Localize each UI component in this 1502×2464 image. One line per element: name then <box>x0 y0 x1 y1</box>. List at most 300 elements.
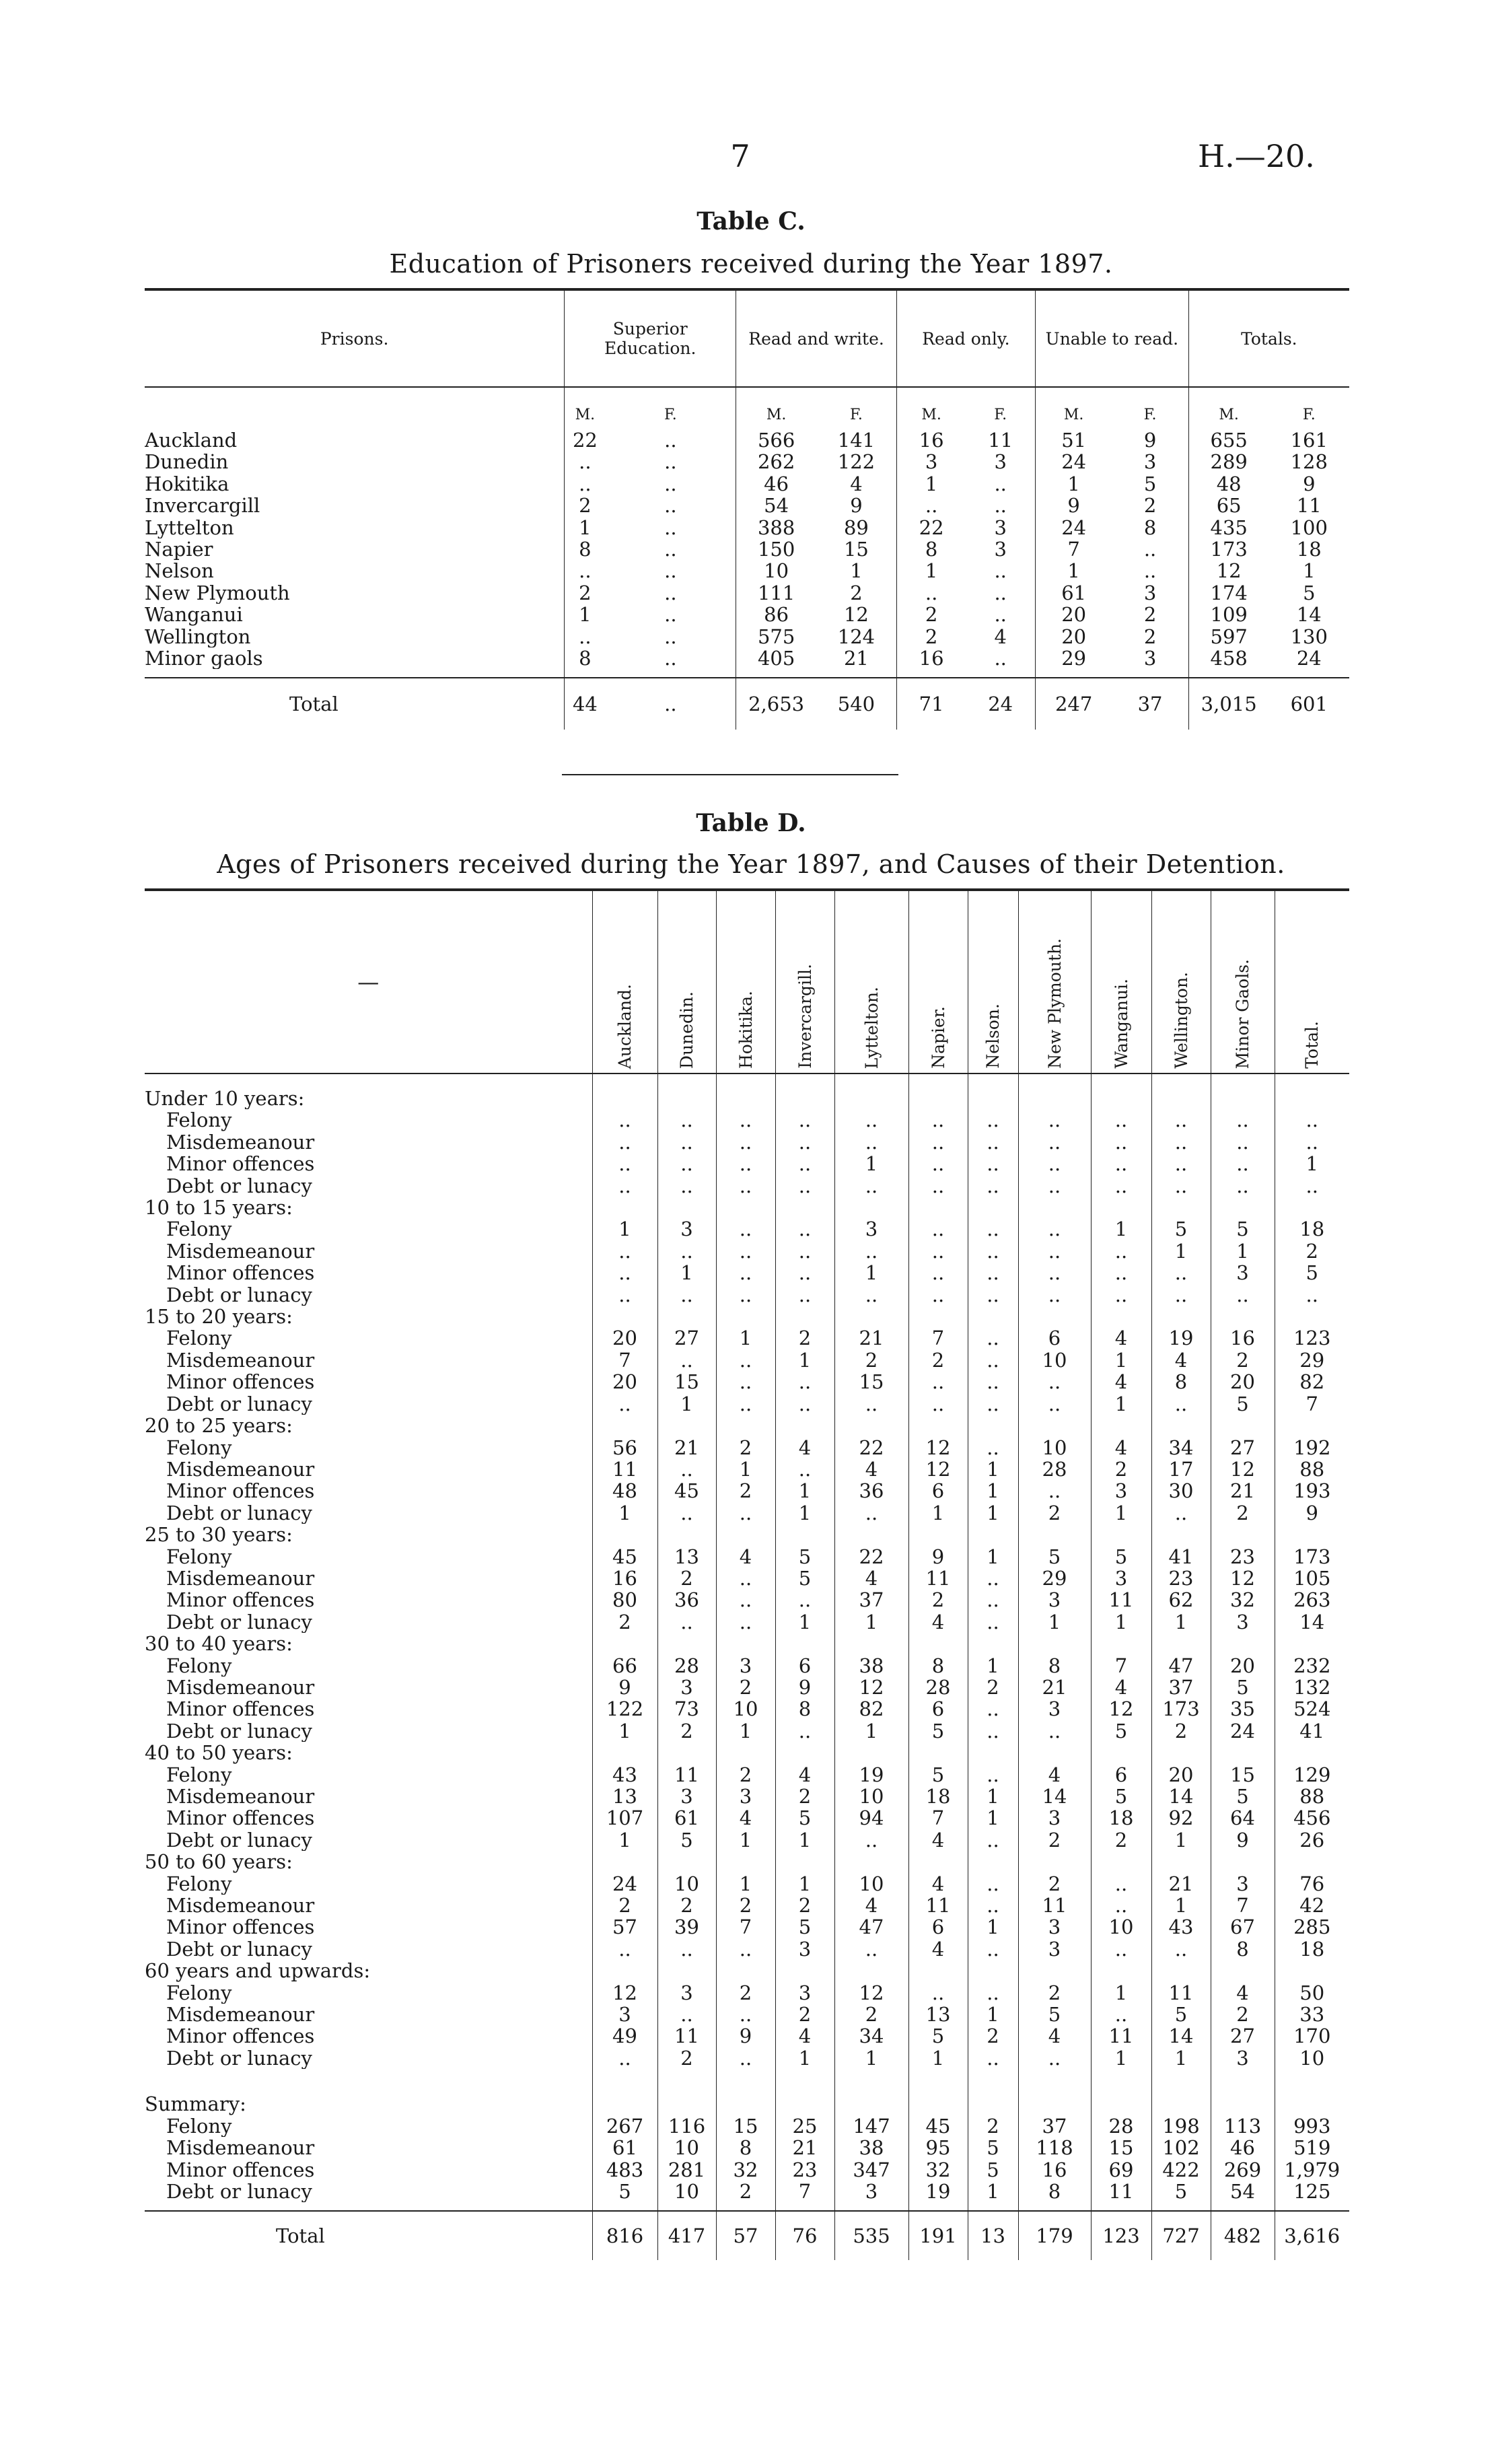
table-row <box>145 1349 1349 1371</box>
cell-value: 9 <box>1303 472 1316 495</box>
group-heading-row <box>145 1524 1349 1545</box>
cell-value: 23 <box>1211 1546 1275 1568</box>
sex-subheader <box>145 401 1349 429</box>
prison-name: Napier <box>145 538 213 561</box>
col-read-only: Read only. <box>896 291 1035 387</box>
cell-value: 29 <box>1018 1568 1091 1589</box>
cell-value: .. <box>592 1240 657 1262</box>
cell-value: 347 <box>834 2159 908 2181</box>
cell-value: 15 <box>657 1371 716 1393</box>
cell-value: .. <box>1275 1284 1349 1306</box>
cell-value: .. <box>834 1829 908 1851</box>
cell-value: 66 <box>592 1655 657 1677</box>
cell-value: 9 <box>908 1546 968 1568</box>
cell-value: .. <box>1211 1109 1275 1131</box>
cell-value: 1 <box>1035 560 1112 582</box>
table-d-title: Table D. <box>696 809 806 837</box>
cell-value: .. <box>896 495 966 516</box>
cell-value: 22 <box>565 429 606 451</box>
cell-value: 36 <box>657 1589 716 1611</box>
cell-value: .. <box>1151 1153 1211 1174</box>
cell-value: 1 <box>775 1502 834 1524</box>
cell-value: .. <box>968 1895 1018 1916</box>
cell-value: 2 <box>716 1480 775 1502</box>
cell-value: .. <box>664 451 677 473</box>
cell-value: 1 <box>592 1502 657 1524</box>
offence-name: Felony <box>166 1218 232 1240</box>
cell-value: 39 <box>657 1916 716 1938</box>
cell-value: .. <box>1091 1873 1151 1895</box>
cell-value: 8 <box>565 647 606 669</box>
cell-value: .. <box>657 1611 716 1633</box>
cell-value: 458 <box>1188 647 1268 669</box>
cell-value: 47 <box>834 1916 908 1938</box>
cell-value: 7 <box>592 1349 657 1371</box>
cell-value: .. <box>657 1284 716 1306</box>
cell-value: 1 <box>775 1349 834 1371</box>
cell-value: 6 <box>908 1916 968 1938</box>
cell-value: .. <box>1018 1131 1091 1153</box>
cell-value: 4 <box>1091 1437 1151 1458</box>
cell-value: .. <box>834 1240 908 1262</box>
table-c-subtitle: Education of Prisoners received during the Year 1897. <box>389 249 1113 279</box>
cell-value: .. <box>775 1284 834 1306</box>
cell-value: 8 <box>1151 1371 1211 1393</box>
group-heading-row <box>145 1088 1349 1109</box>
cell-value: .. <box>1091 1153 1151 1174</box>
cell-value: 1 <box>1151 2047 1211 2069</box>
cell-value: 3 <box>1018 1916 1091 1938</box>
cell-value: 45 <box>592 1546 657 1568</box>
cell-value: 9 <box>716 2025 775 2047</box>
cell-value: .. <box>1275 1131 1349 1153</box>
section-divider <box>562 774 898 775</box>
table-row <box>145 1371 1349 1393</box>
cell-value: 28 <box>1018 1458 1091 1480</box>
total-label: Total <box>145 678 565 730</box>
cell-value: .. <box>968 1371 1018 1393</box>
cell-value: 1 <box>896 473 966 495</box>
cell-value: .. <box>968 1764 1018 1786</box>
cell-value: 3 <box>1211 2047 1275 2069</box>
cell-value: 3 <box>716 1655 775 1677</box>
cell-value: 2 <box>1143 495 1157 517</box>
cell-value: 62 <box>1151 1589 1211 1611</box>
cell-value: 88 <box>1275 1786 1349 1807</box>
cell-value: .. <box>968 1262 1018 1283</box>
offence-name: Misdemeanour <box>166 2004 315 2026</box>
cell-value: 16 <box>592 1568 657 1589</box>
prison-name: Minor gaols <box>145 647 263 670</box>
cell-value: 5 <box>968 2137 1018 2158</box>
cell-value: .. <box>968 1829 1018 1851</box>
cell-value: .. <box>657 1109 716 1131</box>
cell-value: .. <box>1091 1175 1151 1197</box>
cell-value: 11 <box>908 1568 968 1589</box>
table-row <box>145 495 1349 516</box>
cell-value: 2 <box>1211 2004 1275 2025</box>
cell-value: 2 <box>968 2025 1018 2047</box>
cell-value: 1 <box>592 1720 657 1742</box>
cell-value: 9 <box>850 495 863 517</box>
cell-value: 18 <box>1275 1938 1349 1960</box>
cell-value: .. <box>834 1175 908 1197</box>
cell-value: .. <box>834 1502 908 1524</box>
cell-value: 37 <box>1018 2115 1091 2137</box>
cell-value: 6 <box>908 1698 968 1720</box>
cell-value: .. <box>716 1502 775 1524</box>
table-row <box>145 1480 1349 1502</box>
total-value: 3,616 <box>1275 2211 1349 2260</box>
table-row <box>145 2115 1349 2137</box>
cell-value: .. <box>565 626 606 647</box>
offence-name: Minor offences <box>166 1153 315 1175</box>
cell-value: 5 <box>775 1568 834 1589</box>
sex-label: M. <box>736 401 816 429</box>
cell-value: 21 <box>1151 1873 1211 1895</box>
col-header-label: Wellington. <box>1171 972 1191 1069</box>
cell-value: 122 <box>592 1698 657 1720</box>
prison-name: Auckland <box>145 429 238 452</box>
cell-value: .. <box>968 1437 1018 1458</box>
cell-value: 4 <box>908 1829 968 1851</box>
cell-value: .. <box>968 1589 1018 1611</box>
table-row <box>145 2159 1349 2181</box>
cell-value: 3 <box>657 1677 716 1698</box>
sex-label: F. <box>850 407 863 423</box>
cell-value: 5 <box>908 2025 968 2047</box>
group-heading-row <box>145 2093 1349 2115</box>
cell-value: 21 <box>834 1327 908 1349</box>
cell-value: .. <box>968 1327 1018 1349</box>
cell-value: 38 <box>834 1655 908 1677</box>
cell-value: 23 <box>1151 1568 1211 1589</box>
cell-value: 33 <box>1275 2004 1349 2025</box>
cell-value: 2 <box>850 582 863 604</box>
cell-value: 269 <box>1211 2159 1275 2181</box>
cell-value: 49 <box>592 2025 657 2047</box>
cell-value: 47 <box>1151 1655 1211 1677</box>
cell-value: 3 <box>1211 1611 1275 1633</box>
offence-name: Minor offences <box>166 1480 315 1502</box>
cell-value: .. <box>1091 1131 1151 1153</box>
cell-value: .. <box>834 1109 908 1131</box>
cell-value: .. <box>716 1568 775 1589</box>
cell-value: 56 <box>592 1437 657 1458</box>
cell-value: 8 <box>896 538 966 560</box>
cell-value: .. <box>1091 1262 1151 1283</box>
cell-value: 1 <box>834 1611 908 1633</box>
cell-value: 4 <box>775 1764 834 1786</box>
cell-value: 20 <box>1151 1764 1211 1786</box>
total-value: 727 <box>1151 2211 1211 2260</box>
cell-value: 7 <box>1211 1895 1275 1916</box>
cell-value: 1 <box>968 2004 1018 2025</box>
cell-value: 16 <box>1018 2159 1091 2181</box>
cell-value: 6 <box>775 1655 834 1677</box>
cell-value: .. <box>775 1109 834 1131</box>
cell-value: 9 <box>1275 1502 1349 1524</box>
group-label: 20 to 25 years: <box>145 1415 293 1437</box>
cell-value: 1 <box>1303 560 1316 582</box>
cell-value: 422 <box>1151 2159 1211 2181</box>
cell-value: 22 <box>834 1546 908 1568</box>
table-row <box>145 517 1349 538</box>
cell-value: 4 <box>834 1895 908 1916</box>
cell-value: 128 <box>1290 451 1328 473</box>
col-header-label: Minor Gaols. <box>1233 958 1252 1069</box>
offence-name: Minor offences <box>166 2025 315 2047</box>
cell-value: .. <box>968 1982 1018 2004</box>
col-header <box>716 891 775 1073</box>
cell-value: .. <box>1018 1371 1091 1393</box>
table-row <box>145 1284 1349 1306</box>
offence-name: Debt or lunacy <box>166 1720 312 1743</box>
cell-value: 5 <box>775 1916 834 1938</box>
col-header <box>657 891 716 1073</box>
cell-value: 11 <box>1151 1982 1211 2004</box>
cell-value: .. <box>968 1131 1018 1153</box>
table-row <box>145 1982 1349 2004</box>
total-value: 71 <box>896 678 966 730</box>
cell-value: 7 <box>908 1327 968 1349</box>
cell-value: .. <box>775 1458 834 1480</box>
total-value: 247 <box>1035 678 1112 730</box>
cell-value: 1 <box>1091 1982 1151 2004</box>
cell-value: .. <box>664 538 677 561</box>
cell-value: 1 <box>968 1502 1018 1524</box>
cell-value: .. <box>1018 1153 1091 1174</box>
col-header <box>1211 891 1275 1073</box>
cell-value: 12 <box>1211 1568 1275 1589</box>
total-value: .. <box>606 678 736 730</box>
cell-value: 46 <box>736 473 816 495</box>
cell-value: 2 <box>1018 1873 1091 1895</box>
cell-value: 12 <box>1211 1458 1275 1480</box>
offence-name: Felony <box>166 1327 232 1349</box>
table-row <box>145 1218 1349 1240</box>
col-header-label: Dunedin. <box>677 991 696 1069</box>
table-row <box>145 538 1349 560</box>
cell-value: 281 <box>657 2159 716 2181</box>
cell-value: 29 <box>1275 1349 1349 1371</box>
cell-value: 575 <box>736 626 816 647</box>
cell-value: 8 <box>716 2137 775 2158</box>
cell-value: 54 <box>1211 2181 1275 2202</box>
table-d-header <box>145 891 1349 1073</box>
cell-value: 13 <box>657 1546 716 1568</box>
cell-value: 13 <box>592 1786 657 1807</box>
cell-value: 5 <box>1018 1546 1091 1568</box>
cell-value: .. <box>1151 1284 1211 1306</box>
cell-value: 5 <box>1151 2181 1211 2202</box>
total-row <box>145 2211 1349 2260</box>
cell-value: 73 <box>657 1698 716 1720</box>
cell-value: 2 <box>657 1895 716 1916</box>
cell-value: 3 <box>1143 582 1157 604</box>
offence-name: Debt or lunacy <box>166 1829 312 1852</box>
cell-value: .. <box>968 1240 1018 1262</box>
cell-value: 2 <box>716 1437 775 1458</box>
table-row <box>145 1698 1349 1720</box>
prison-name: Wanganui <box>145 604 243 626</box>
cell-value: 24 <box>1035 517 1112 538</box>
cell-value: 2 <box>1211 1502 1275 1524</box>
cell-value: 64 <box>1211 1807 1275 1829</box>
table-row <box>145 429 1349 451</box>
total-value: 76 <box>775 2211 834 2260</box>
cell-value: .. <box>775 1720 834 1742</box>
cell-value: .. <box>1151 1393 1211 1415</box>
cell-value: 10 <box>1018 1437 1091 1458</box>
cell-value: 9 <box>1035 495 1112 516</box>
cell-value: 3 <box>775 1938 834 1960</box>
cell-value: .. <box>664 582 677 604</box>
spacer-row <box>145 669 1349 678</box>
cell-value: 8 <box>1018 2181 1091 2202</box>
cell-value: 150 <box>736 538 816 560</box>
cell-value: 5 <box>1211 1677 1275 1698</box>
cell-value: 24 <box>1211 1720 1275 1742</box>
cell-value: 11 <box>657 2025 716 2047</box>
cell-value: .. <box>664 560 677 582</box>
cell-value: 1 <box>968 1458 1018 1480</box>
cell-value: 67 <box>1211 1916 1275 1938</box>
cell-value: .. <box>1091 1109 1151 1131</box>
offence-name: Misdemeanour <box>166 1131 315 1154</box>
cell-value: 3 <box>1211 1873 1275 1895</box>
col-header <box>1275 891 1349 1073</box>
offence-name: Debt or lunacy <box>166 1938 312 1961</box>
table-row <box>145 1611 1349 1633</box>
cell-value: 46 <box>1211 2137 1275 2158</box>
cell-value: .. <box>1018 1480 1091 1502</box>
cell-value: 4 <box>834 1458 908 1480</box>
cell-value: 27 <box>657 1327 716 1349</box>
cell-value: 12 <box>1091 1698 1151 1720</box>
cell-value: .. <box>592 1938 657 1960</box>
cell-value: .. <box>968 2047 1018 2069</box>
cell-value: 21 <box>1018 1677 1091 1698</box>
cell-value: .. <box>716 1349 775 1371</box>
cell-value: 28 <box>657 1655 716 1677</box>
total-value: 44 <box>565 678 606 730</box>
cell-value: .. <box>968 1109 1018 1131</box>
cell-value: .. <box>968 1568 1018 1589</box>
cell-value: .. <box>592 1284 657 1306</box>
cell-value: 232 <box>1275 1655 1349 1677</box>
col-header-label: Hokitika. <box>736 990 756 1069</box>
cell-value: .. <box>994 604 1007 626</box>
cell-value: 18 <box>908 1786 968 1807</box>
cell-value: .. <box>1275 1175 1349 1197</box>
offence-name: Debt or lunacy <box>166 1174 312 1197</box>
offence-name: Debt or lunacy <box>166 1502 312 1524</box>
cell-value: 4 <box>716 1807 775 1829</box>
cell-value: .. <box>664 472 677 495</box>
cell-value: 37 <box>1151 1677 1211 1698</box>
cell-value: .. <box>1151 1938 1211 1960</box>
cell-value: .. <box>1151 1262 1211 1283</box>
cell-value: 14 <box>1151 2025 1211 2047</box>
offence-name: Misdemeanour <box>166 1567 315 1590</box>
cell-value: 12 <box>908 1437 968 1458</box>
offence-name: Felony <box>166 1763 232 1786</box>
table-row <box>145 1546 1349 1568</box>
table-row <box>145 1677 1349 1698</box>
group-label: 10 to 15 years: <box>145 1197 293 1219</box>
cell-value: 4 <box>716 1546 775 1568</box>
cell-value: 7 <box>1275 1393 1349 1415</box>
cell-value: 1 <box>716 1327 775 1349</box>
sex-label: M. <box>1035 401 1112 429</box>
cell-value: 1 <box>968 1655 1018 1677</box>
cell-value: 1 <box>775 1873 834 1895</box>
cell-value: 2 <box>657 1568 716 1589</box>
group-heading-row <box>145 1415 1349 1436</box>
table-row <box>145 1153 1349 1174</box>
col-corner: — <box>145 891 592 1073</box>
cell-value: .. <box>592 1131 657 1153</box>
cell-value: .. <box>565 451 606 472</box>
cell-value: .. <box>1275 1109 1349 1131</box>
cell-value: 80 <box>592 1589 657 1611</box>
cell-value: 3 <box>994 538 1007 561</box>
prison-name: Invercargill <box>145 495 260 517</box>
cell-value: 7 <box>908 1807 968 1829</box>
total-value: 3,015 <box>1188 678 1268 730</box>
cell-value: 170 <box>1275 2025 1349 2047</box>
cell-value: .. <box>716 1371 775 1393</box>
cell-value: 262 <box>736 451 816 472</box>
cell-value: 519 <box>1275 2137 1349 2158</box>
cell-value: .. <box>1143 538 1157 561</box>
cell-value: 1 <box>1091 1349 1151 1371</box>
cell-value: .. <box>716 2047 775 2069</box>
cell-value: 10 <box>834 1786 908 1807</box>
cell-value: 9 <box>1211 1829 1275 1851</box>
cell-value: 109 <box>1188 604 1268 625</box>
cell-value: 2 <box>775 1327 834 1349</box>
cell-value: .. <box>775 1262 834 1283</box>
cell-value: 6 <box>1018 1327 1091 1349</box>
cell-value: .. <box>657 1131 716 1153</box>
cell-value: 19 <box>1151 1327 1211 1349</box>
cell-value: 95 <box>908 2137 968 2158</box>
cell-value: .. <box>657 1349 716 1371</box>
group-label: 50 to 60 years: <box>145 1851 293 1873</box>
cell-value: 1 <box>657 1262 716 1283</box>
cell-value: 1 <box>775 1611 834 1633</box>
cell-value: .. <box>775 1240 834 1262</box>
offence-name: Felony <box>166 1109 232 1131</box>
cell-value: 2 <box>908 1349 968 1371</box>
cell-value: 89 <box>843 516 869 539</box>
cell-value: .. <box>994 582 1007 604</box>
cell-value: 2 <box>565 582 606 604</box>
cell-value: 15 <box>843 538 869 561</box>
cell-value: 2 <box>896 626 966 647</box>
cell-value: 22 <box>834 1437 908 1458</box>
col-totals: Totals. <box>1188 291 1349 387</box>
total-value: 24 <box>966 678 1035 730</box>
cell-value: 2 <box>716 1677 775 1698</box>
cell-value: 19 <box>834 1764 908 1786</box>
cell-value: 124 <box>837 625 875 648</box>
cell-value: 5 <box>1303 582 1316 604</box>
cell-value: 3 <box>657 1786 716 1807</box>
table-row <box>145 1829 1349 1851</box>
